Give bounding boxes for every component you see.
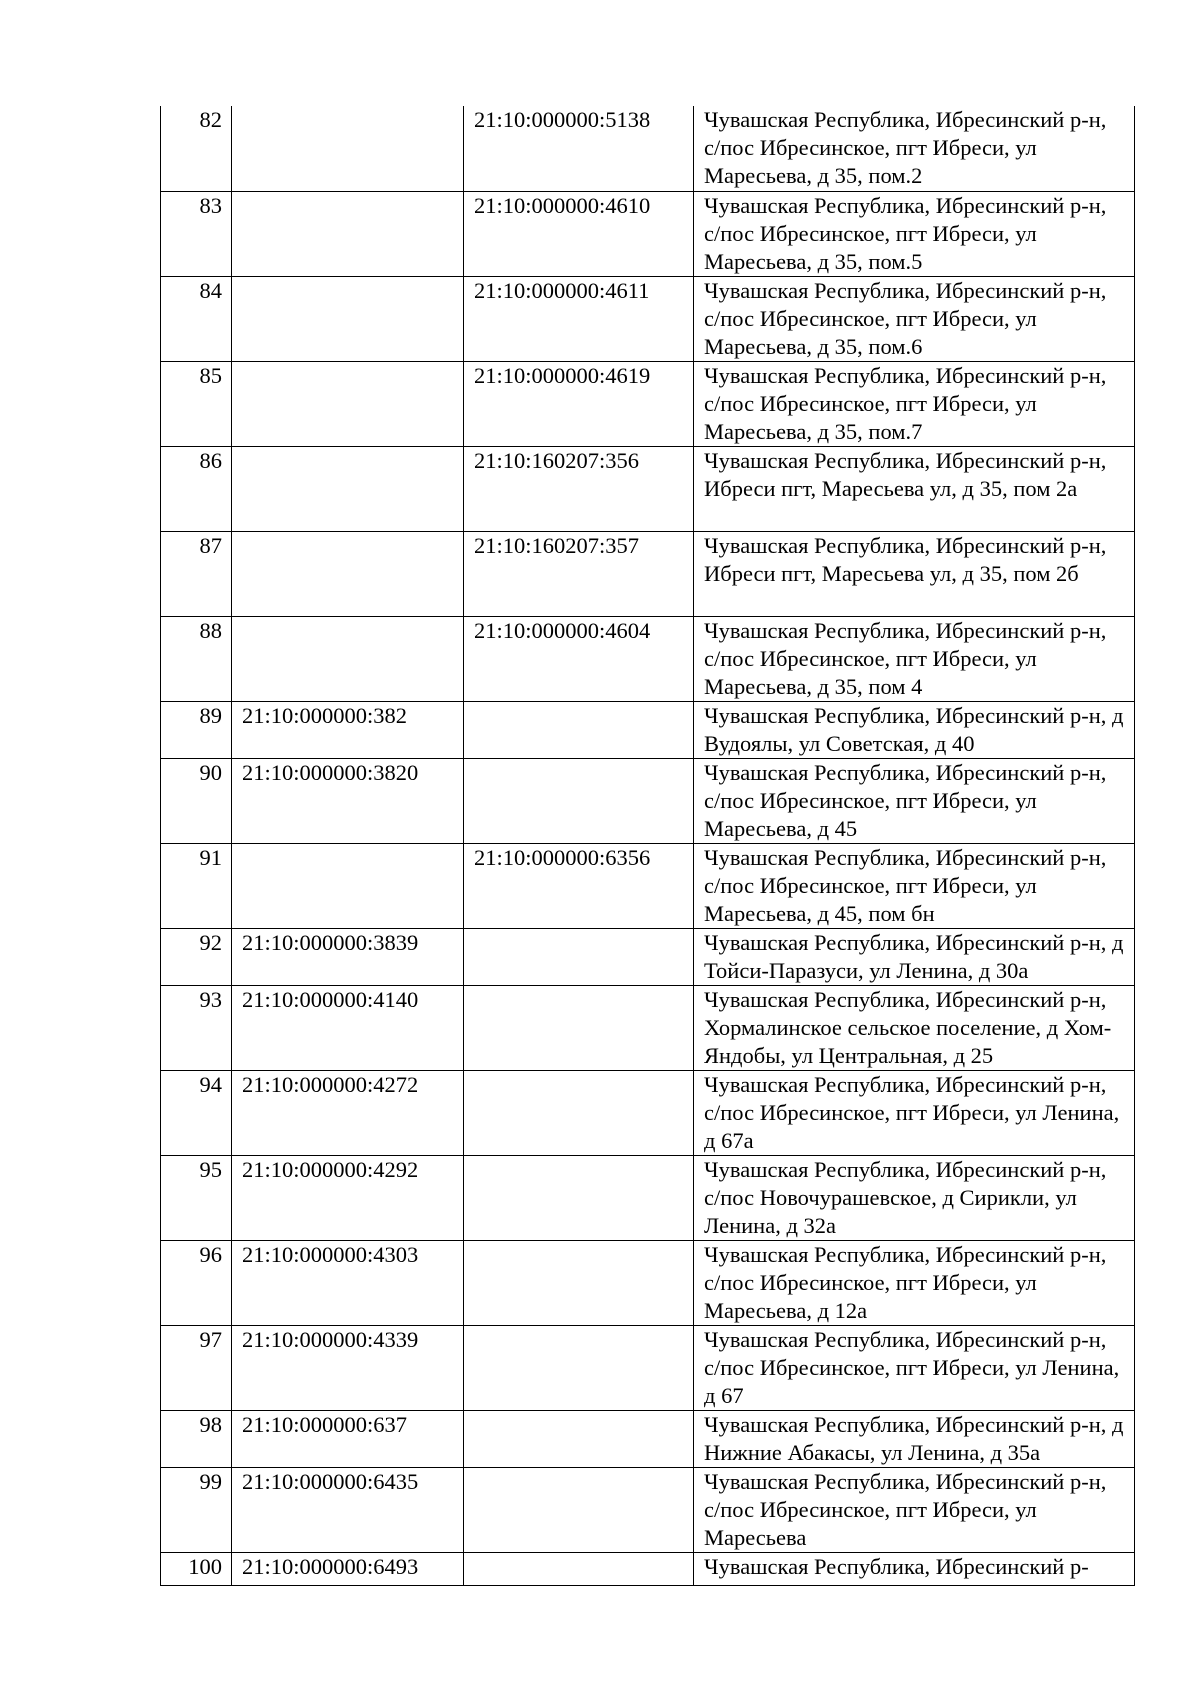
table-row <box>161 1325 1135 1410</box>
row-number: 97 <box>161 1325 232 1410</box>
land-parcel-cadastral-number <box>232 616 464 701</box>
row-number: 85 <box>161 361 232 446</box>
row-number: 90 <box>161 758 232 843</box>
row-number: 95 <box>161 1155 232 1240</box>
object-address: Чувашская Республика, Ибресинский р-н, д Нижние Абакасы, ул Ленина, д 35а <box>694 1410 1135 1467</box>
premise-cadastral-number: 21:10:000000:6356 <box>464 843 694 928</box>
row-number: 84 <box>161 276 232 361</box>
land-parcel-cadastral-number: 21:10:000000:3820 <box>232 758 464 843</box>
registry-table-body <box>161 106 1135 1585</box>
object-address: Чувашская Республика, Ибресинский р-н, с/пос Ибресинское, пгт Ибреси, ул Маресьева, д 35, пом.5 <box>694 191 1135 276</box>
row-number: 92 <box>161 928 232 985</box>
table-row <box>161 1410 1135 1467</box>
premise-cadastral-number <box>464 1552 694 1585</box>
object-address: Чувашская Республика, Ибресинский р-н, с/пос Новочурашевское, д Сирикли, ул Ленина, д 32а <box>694 1155 1135 1240</box>
premise-cadastral-number <box>464 928 694 985</box>
table-row <box>161 758 1135 843</box>
table-row <box>161 616 1135 701</box>
land-parcel-cadastral-number: 21:10:000000:6493 <box>232 1552 464 1585</box>
table-row <box>161 191 1135 276</box>
row-number: 98 <box>161 1410 232 1467</box>
row-number: 83 <box>161 191 232 276</box>
land-parcel-cadastral-number: 21:10:000000:3839 <box>232 928 464 985</box>
premise-cadastral-number: 21:10:000000:4611 <box>464 276 694 361</box>
object-address: Чувашская Республика, Ибресинский р-н, с/пос Ибресинское, пгт Ибреси, ул Маресьева, д 12а <box>694 1240 1135 1325</box>
row-number: 87 <box>161 531 232 616</box>
table-row <box>161 1240 1135 1325</box>
premise-cadastral-number: 21:10:000000:5138 <box>464 106 694 191</box>
object-address: Чувашская Республика, Ибресинский р-н, с/пос Ибресинское, пгт Ибреси, ул Ленина, д 67 <box>694 1325 1135 1410</box>
object-address: Чувашская Республика, Ибресинский р-н, с/пос Ибресинское, пгт Ибреси, ул Маресьева, д 35, пом 4 <box>694 616 1135 701</box>
premise-cadastral-number <box>464 701 694 758</box>
land-parcel-cadastral-number <box>232 276 464 361</box>
row-number: 94 <box>161 1070 232 1155</box>
object-address: Чувашская Республика, Ибресинский р-н, с/пос Ибресинское, пгт Ибреси, ул Маресьева, д 45 <box>694 758 1135 843</box>
table-row <box>161 928 1135 985</box>
table-row <box>161 106 1135 191</box>
row-number: 100 <box>161 1552 232 1585</box>
land-parcel-cadastral-number: 21:10:000000:382 <box>232 701 464 758</box>
table-row <box>161 531 1135 616</box>
row-number: 91 <box>161 843 232 928</box>
row-number: 86 <box>161 446 232 531</box>
premise-cadastral-number <box>464 985 694 1070</box>
table-row <box>161 1467 1135 1552</box>
table-row <box>161 1552 1135 1585</box>
table-row <box>161 446 1135 531</box>
premise-cadastral-number <box>464 1070 694 1155</box>
premise-cadastral-number: 21:10:000000:4619 <box>464 361 694 446</box>
row-number: 93 <box>161 985 232 1070</box>
object-address: Чувашская Республика, Ибресинский р-н, с/пос Ибресинское, пгт Ибреси, ул Маресьева <box>694 1467 1135 1552</box>
premise-cadastral-number <box>464 1467 694 1552</box>
premise-cadastral-number <box>464 1325 694 1410</box>
land-parcel-cadastral-number <box>232 446 464 531</box>
land-parcel-cadastral-number: 21:10:000000:4339 <box>232 1325 464 1410</box>
premise-cadastral-number <box>464 1240 694 1325</box>
land-parcel-cadastral-number <box>232 843 464 928</box>
row-number: 88 <box>161 616 232 701</box>
object-address: Чувашская Республика, Ибресинский р-н, с/пос Ибресинское, пгт Ибреси, ул Маресьева, д 35, пом.7 <box>694 361 1135 446</box>
property-registry-table <box>160 106 1135 1586</box>
land-parcel-cadastral-number: 21:10:000000:4140 <box>232 985 464 1070</box>
row-number: 99 <box>161 1467 232 1552</box>
premise-cadastral-number <box>464 758 694 843</box>
object-address: Чувашская Республика, Ибресинский р-н, Ибреси пгт, Маресьева ул, д 35, пом 2б <box>694 531 1135 616</box>
land-parcel-cadastral-number <box>232 106 464 191</box>
land-parcel-cadastral-number: 21:10:000000:4303 <box>232 1240 464 1325</box>
table-row <box>161 276 1135 361</box>
premise-cadastral-number: 21:10:000000:4610 <box>464 191 694 276</box>
premise-cadastral-number <box>464 1155 694 1240</box>
land-parcel-cadastral-number: 21:10:000000:637 <box>232 1410 464 1467</box>
land-parcel-cadastral-number <box>232 191 464 276</box>
object-address: Чувашская Республика, Ибресинский р-н, с/пос Ибресинское, пгт Ибреси, ул Маресьева, д 45, пом бн <box>694 843 1135 928</box>
object-address: Чувашская Республика, Ибресинский р-н, с/пос Ибресинское, пгт Ибреси, ул Ленина, д 67а <box>694 1070 1135 1155</box>
row-number: 82 <box>161 106 232 191</box>
premise-cadastral-number: 21:10:160207:356 <box>464 446 694 531</box>
premise-cadastral-number <box>464 1410 694 1467</box>
land-parcel-cadastral-number <box>232 361 464 446</box>
object-address: Чувашская Республика, Ибресинский р-н, Хормалинское сельское поселение, д Хом-Яндобы, ул Центральная, д 25 <box>694 985 1135 1070</box>
premise-cadastral-number: 21:10:160207:357 <box>464 531 694 616</box>
table-row <box>161 1155 1135 1240</box>
land-parcel-cadastral-number <box>232 531 464 616</box>
row-number: 96 <box>161 1240 232 1325</box>
object-address: Чувашская Республика, Ибресинский р-н, Ибреси пгт, Маресьева ул, д 35, пом 2а <box>694 446 1135 531</box>
object-address: Чувашская Республика, Ибресинский р-н, с/пос Ибресинское, пгт Ибреси, ул Маресьева, д 35, пом.2 <box>694 106 1135 191</box>
table-row <box>161 843 1135 928</box>
object-address: Чувашская Республика, Ибресинский р-н, с/пос Ибресинское, пгт Ибреси, ул Маресьева, д 35, пом.6 <box>694 276 1135 361</box>
land-parcel-cadastral-number: 21:10:000000:6435 <box>232 1467 464 1552</box>
table-row <box>161 701 1135 758</box>
row-number: 89 <box>161 701 232 758</box>
table-row <box>161 361 1135 446</box>
table-row <box>161 1070 1135 1155</box>
premise-cadastral-number: 21:10:000000:4604 <box>464 616 694 701</box>
land-parcel-cadastral-number: 21:10:000000:4292 <box>232 1155 464 1240</box>
object-address: Чувашская Республика, Ибресинский р- <box>694 1552 1135 1585</box>
object-address: Чувашская Республика, Ибресинский р-н, д Вудоялы, ул Советская, д 40 <box>694 701 1135 758</box>
table-row <box>161 985 1135 1070</box>
object-address: Чувашская Республика, Ибресинский р-н, д Тойси-Паразуси, ул Ленина, д 30а <box>694 928 1135 985</box>
land-parcel-cadastral-number: 21:10:000000:4272 <box>232 1070 464 1155</box>
